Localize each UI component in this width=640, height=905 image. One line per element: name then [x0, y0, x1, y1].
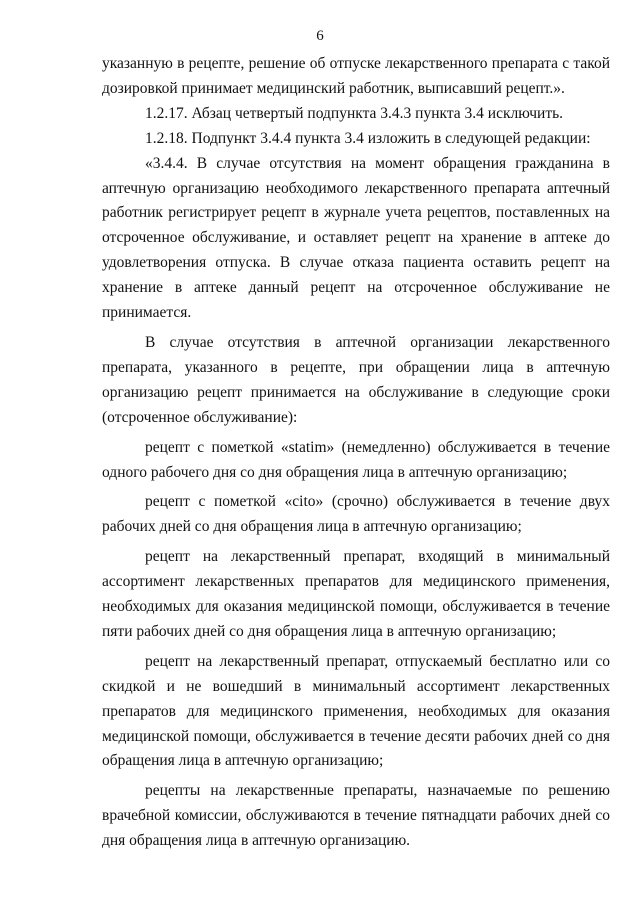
list-item-minimal-assortment: рецепт на лекарственный препарат, входящий в минимальный ассортимент лекарственных препаратов для медицинского применения, необходимых для оказания медицинской помощи, обслуживается в течение пяти рабочих дней со дня обращения лица в аптечную организацию; [102, 548, 610, 640]
paragraph-3-4-4: «3.4.4. В случае отсутствия на момент обращения гражданина в аптечную организацию необходимого лекарственного препарата аптечный работник регистрирует рецепт в журнале учета рецептов, поставленных на отсроченное обслуживание, и оставляет рецепт на хранение в аптеке до удовлетворения отпуска. В случае отказа пациента оставить рецепт на хранение в аптеке данный рецепт на отсроченное обслуживание не принимается. [102, 154, 610, 322]
list-item-statim: рецепт с пометкой «statim» (немедленно) обслуживается в течение одного рабочего дня со дня обращения лица в аптечную организацию; [102, 438, 610, 481]
list-item-medical-commission: рецепты на лекарственные препараты, назначаемые по решению врачебной комиссии, обслуживаются в течение пятнадцати рабочих дней со дня обращения лица в аптечную организацию. [102, 782, 610, 850]
page-number: 6 [316, 28, 324, 44]
paragraph-absence-case: В случае отсутствия в аптечной организации лекарственного препарата, указанного в рецепте, при обращении лица в аптечную организацию рецепт принимается на обслуживание в следующие сроки (отсроченное обслуживание): [102, 333, 610, 426]
document-body [102, 52, 610, 854]
list-item-cito: рецепт с пометкой «cito» (срочно) обслуживается в течение двух рабочих дней со дня обращения лица в аптечную организацию; [102, 493, 610, 536]
list-item-free-or-discount: рецепт на лекарственный препарат, отпускаемый бесплатно или со скидкой и не вошедший в минимальный ассортимент лекарственных препаратов для медицинского применения, необходимых для оказания медицинской помощи, обслуживается в течение десяти рабочих дней со дня обращения лица в аптечную организацию; [102, 652, 610, 770]
paragraph-continuation: указанную в рецепте, решение об отпуске лекарственного препарата с такой дозировкой принимает медицинский работник, выписавший рецепт.». [102, 55, 610, 97]
paragraph-1-2-18: 1.2.18. Подпункт 3.4.4 пункта 3.4 изложить в следующей редакции: [145, 129, 591, 147]
paragraph-1-2-17: 1.2.17. Абзац четвертый подпункта 3.4.3 пункта 3.4 исключить. [145, 104, 564, 122]
